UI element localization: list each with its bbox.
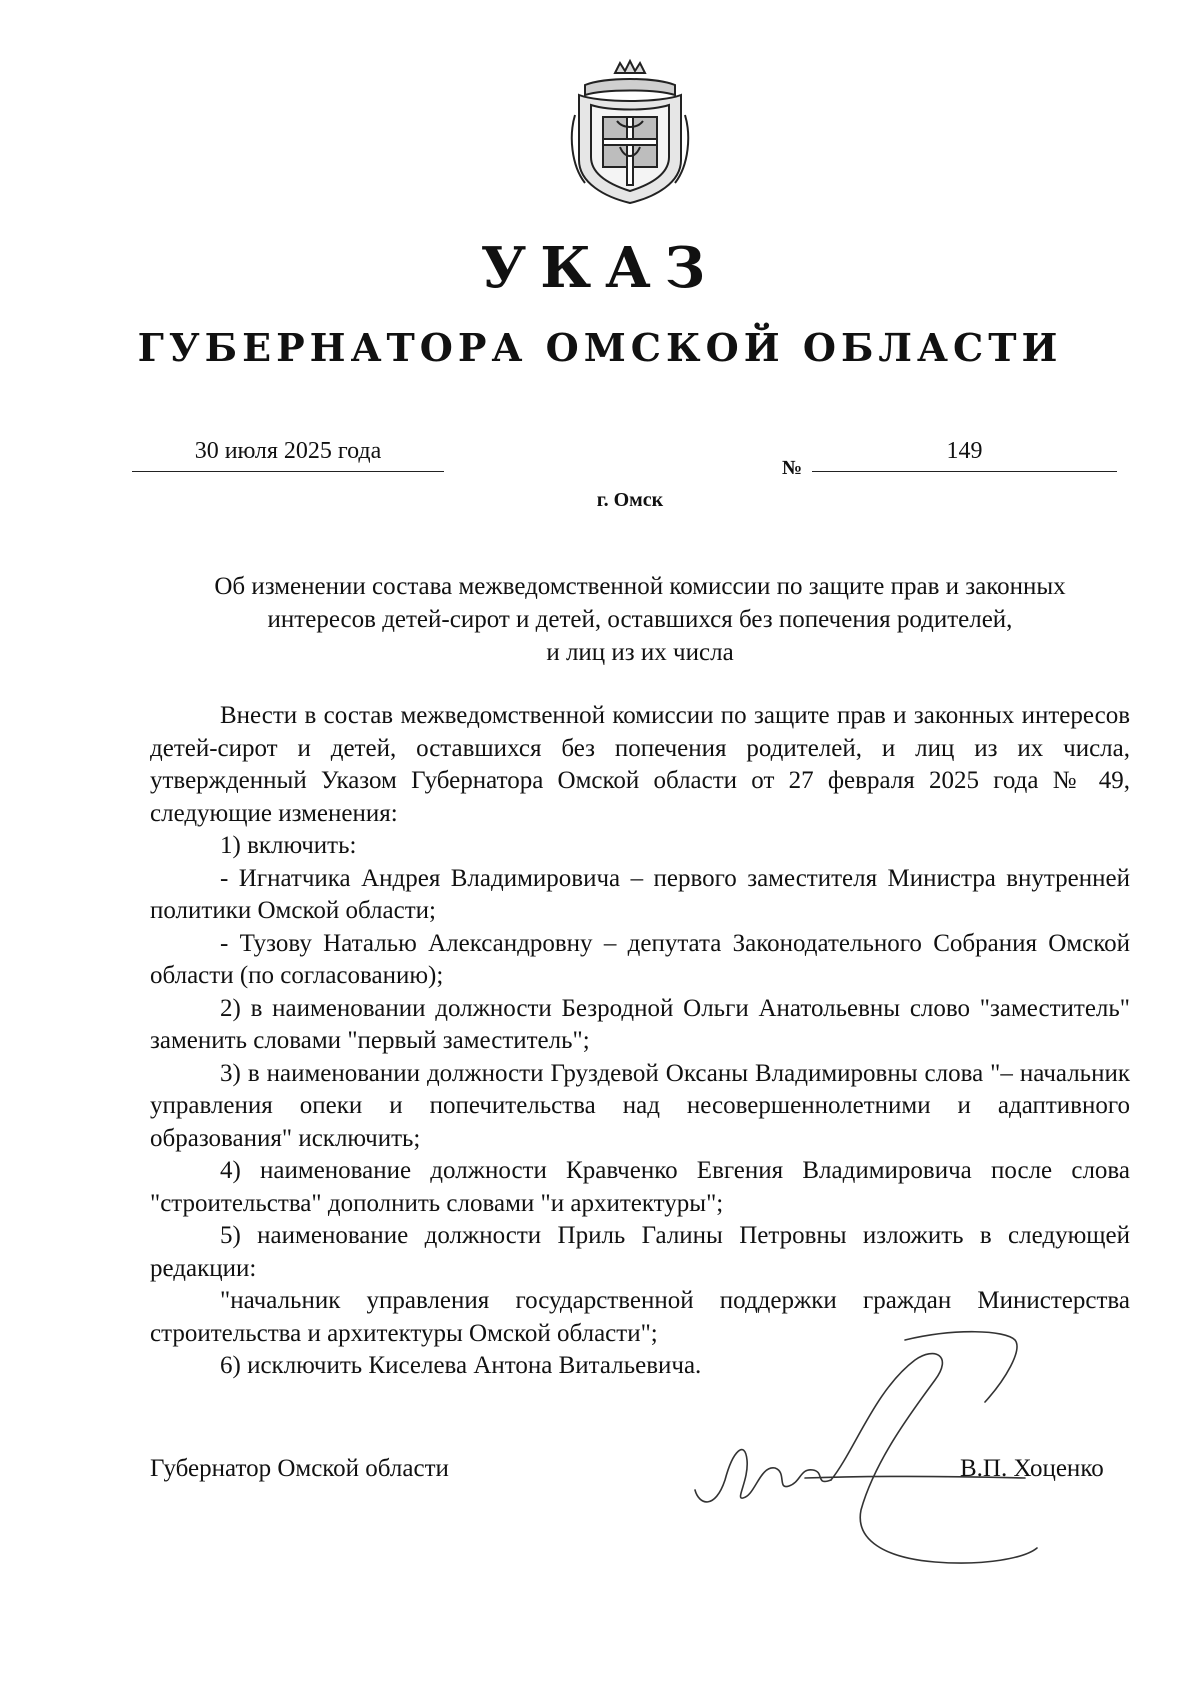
document-title: УКАЗ <box>480 235 720 301</box>
number-label: № <box>782 457 803 479</box>
body-paragraph: 2) в наименовании должности Безродной Ольги Анатольевны слово "заместитель" заменить словами "первый заместитель"; <box>150 994 1130 1054</box>
signatory-name: В.П. Хоценко <box>960 1455 1104 1482</box>
handwritten-signature <box>685 1300 1075 1570</box>
body-paragraph: "начальник управления государственной поддержки граждан Министерства строительства и архитектуры Омской области"; <box>150 1287 1130 1347</box>
body-paragraph: 1) включить: <box>220 832 357 859</box>
body-paragraph: - Тузову Наталью Александровну – депутата Законодательного Собрания Омской области (по согласованию); <box>150 929 1130 989</box>
coat-of-arms-emblem <box>565 55 695 205</box>
body-paragraph: 4) наименование должности Кравченко Евгения Владимировича после слова "строительства" дополнить словами "и архитектуры"; <box>150 1157 1130 1217</box>
body-paragraph: Внести в состав межведомственной комиссии по защите прав и законных интересов детей-сирот и детей, оставшихся без попечения родителей, и лиц из их числа, утвержденный Указом Губернатора Омской области от 27 февраля 2025 года № 49, следующие изменения: <box>150 702 1130 827</box>
subject-line: интересов детей-сирот и детей, оставшихся без попечения родителей, <box>267 606 1013 633</box>
subject-line: и лиц из их числа <box>546 639 734 666</box>
decree-number: 149 <box>812 438 1117 472</box>
decree-date: 30 июля 2025 года <box>132 438 444 472</box>
document-subtitle: ГУБЕРНАТОРА ОМСКОЙ ОБЛАСТИ <box>137 325 1063 370</box>
body-paragraph: 3) в наименовании должности Груздевой Оксаны Владимировны слова "– начальник управления опеки и попечительства над несовершеннолетними и адаптивного образования" исключить; <box>150 1059 1130 1152</box>
body-paragraph: 6) исключить Киселева Антона Витальевича. <box>220 1352 702 1379</box>
body-paragraph: - Игнатчика Андрея Владимировича – первого заместителя Министра внутренней политики Омской области; <box>150 864 1130 924</box>
city-label: г. Омск <box>596 489 664 511</box>
decree-body <box>150 700 1130 1383</box>
signatory-role: Губернатор Омской области <box>150 1455 449 1482</box>
subject-line: Об изменении состава межведомственной комиссии по защите прав и законных <box>214 573 1066 600</box>
body-paragraph: 5) наименование должности Приль Галины Петровны изложить в следующей редакции: <box>150 1222 1130 1282</box>
decree-subject <box>150 570 1130 669</box>
